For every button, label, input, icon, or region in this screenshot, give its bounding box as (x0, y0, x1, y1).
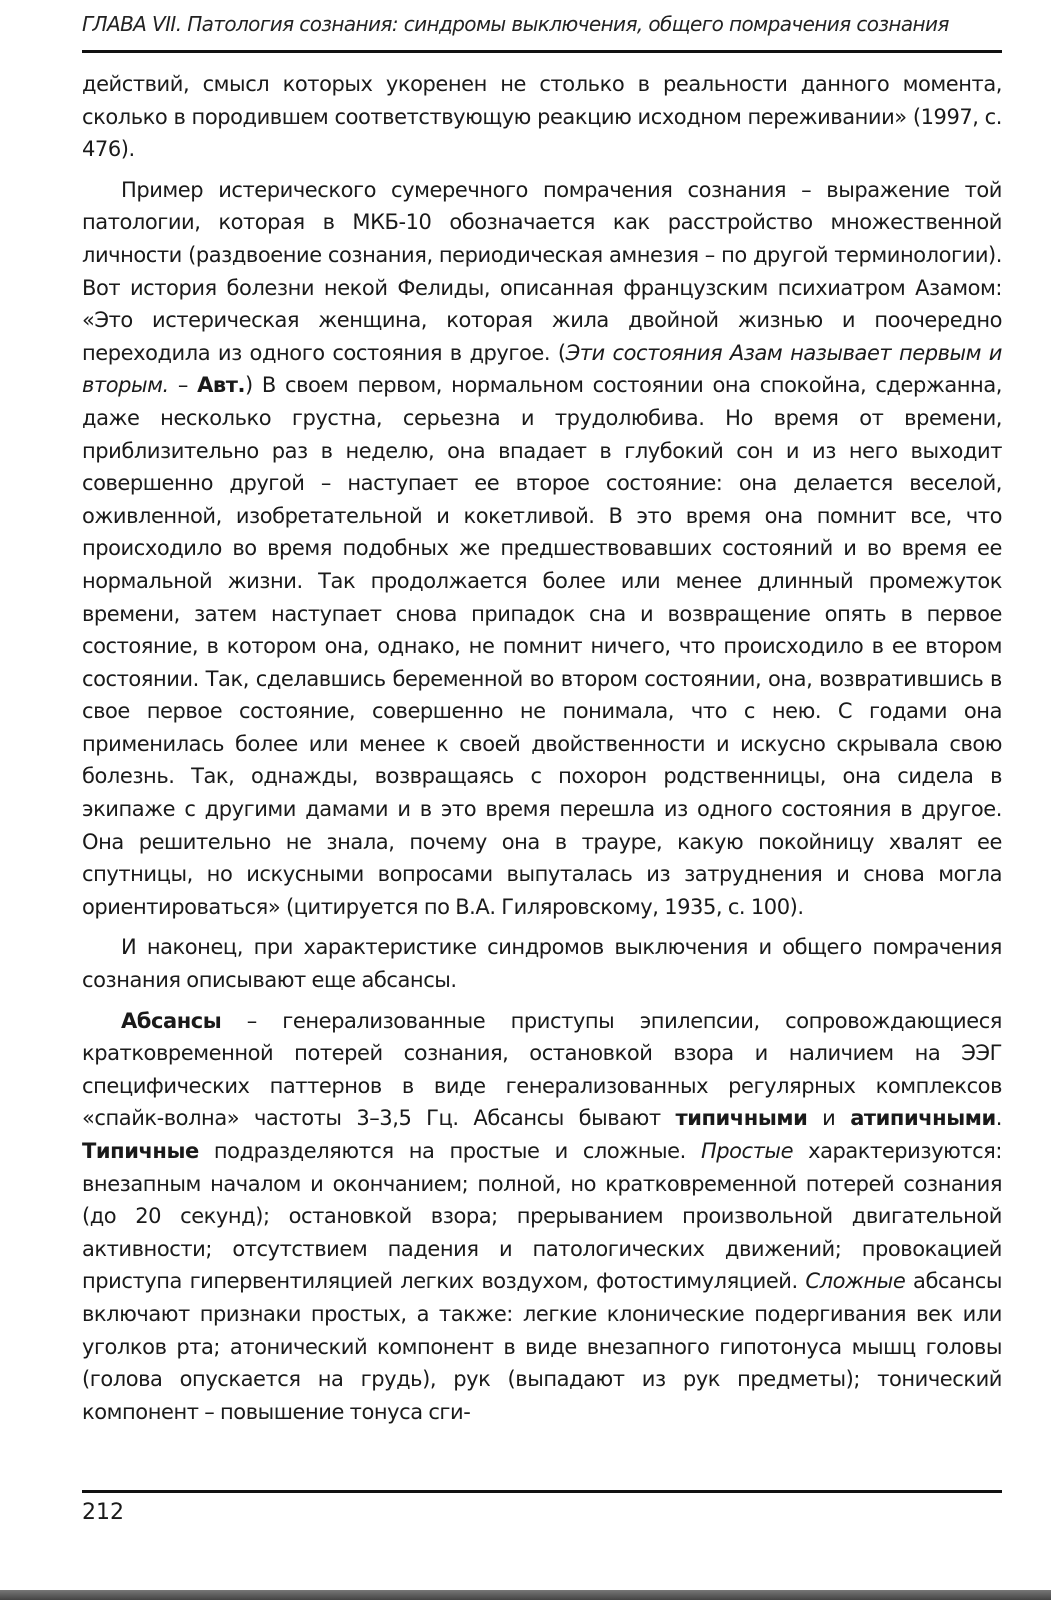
paragraph-text: подразделяются на простые и сложные. (198, 1139, 701, 1163)
paragraph-continuation (82, 68, 1002, 166)
author-abbrev-bold: Авт. (197, 373, 245, 398)
conjunction: и (807, 1106, 851, 1131)
term-complex-italic: Сложные (805, 1269, 906, 1294)
term-typical: типичными (675, 1106, 808, 1131)
page-number: 212 (82, 1500, 124, 1525)
term-simple-italic: Простые (700, 1139, 794, 1163)
footer-rule (82, 1490, 1002, 1493)
body-text (82, 68, 1002, 1436)
punctuation: . (995, 1106, 1002, 1131)
paragraph-felida-case (82, 174, 1002, 924)
paragraph-text: ) В своем первом, нормальном состоянии она спокойна, сдержанна, даже несколько грустна, серьезна и трудолюбива. Но время от времени, приблизительно раз в неделю, она впадает в глубокий сон и из него выходит совершенно другой – наступает ее второе состояние: она делается веселой, оживленной, изобретательной и кокетливой. В это время она помнит все, что происходило во время подобных же предшествовавших состояний и во время ее нормальной жизни. Так продолжается более или менее длинный промежуток времени, затем наступает снова припадок сна и возвращение опять в первое состояние, в котором она, однако, не помнит ничего, что происходило в ее втором состоянии. Так, сделавшись беременной во втором состоянии, она, возвратившись в свое первое состояние, совершенно не понимала, что с нею. С годами она применилась более или менее к своей двойственности и искусно скрывала свою болезнь. Так, однажды, возвращаясь с похорон родственницы, она сидела в экипаже с другими дамами и в это время перешла из одного состояния в другое. Она решительно не знала, почему она в трауре, какую покойницу хвалят ее спутницы, но искусными вопросами выпуталась из затруднения и снова могла ориентироваться» (цитируется по В.А. Гиляровскому, 1935, с. 100). (82, 373, 1002, 919)
scan-bottom-edge (0, 1590, 1051, 1600)
paragraph-absences-definition (82, 1005, 1002, 1429)
author-note-italic: Эти состояния Азам называет первым и вторым. (82, 340, 1002, 398)
paragraph-text: абсансы включают признаки простых, а также: легкие клонические подергивания век или уголков рта; атонический компонент в виде внезапного гипотонуса мышц головы (голова опускается на грудь), рук (выпадают из рук предметы); тонический компонент – повышение тонуса сги- (82, 1269, 1002, 1424)
paragraph-text: Пример истерического сумеречного помрачения сознания – выражение той патологии, которая в МКБ-10 обозначается как расстройство множественной личности (раздвоение сознания, периодическая амнезия – по другой терминологии). Вот история болезни некой Фелиды, описанная французским психиатром Азамом: «Это истерическая женщина, которая жила двойной жизнью и поочередно переходила из одного состояния в другое. ( (82, 177, 1002, 365)
header-rule (82, 50, 1002, 53)
paragraph-text: действий, смысл которых укоренен не столько в реальности данного момента, сколько в породившем соответствующую реакцию исходном переживании» (1997, с. 476). (82, 72, 1002, 162)
term-typical-heading: Типичные (82, 1139, 199, 1163)
term-absences: Абсансы (121, 1008, 222, 1033)
dash: – (168, 373, 198, 398)
paragraph-absences-intro (82, 931, 1002, 996)
running-head: ГЛАВА VII. Патология сознания: синдромы выключения, общего помрачения сознания (82, 12, 949, 36)
term-atypical: атипичными (850, 1106, 996, 1131)
paragraph-text: И наконец, при характеристике синдромов выключения и общего помрачения сознания описывают еще абсансы. (82, 935, 1002, 993)
paragraph-text: – генерализованные приступы эпилепсии, сопровождающиеся кратковременной потерей сознания, остановкой взора и наличием на ЭЭГ специфических паттернов в виде генерализованных регулярных комплексов «спайк-волна» частоты 3–3,5 Гц. Абсансы бывают (82, 1008, 1002, 1131)
paragraph-text: характеризуются: внезапным началом и окончанием; полной, но кратковременной потерей сознания (до 20 секунд); остановкой взора; прерыванием произвольной двигательной активности; отсутствием падения и патологических движений; провокацией приступа гипервентиляцией легких воздухом, фотостимуляцией. (82, 1139, 1002, 1294)
